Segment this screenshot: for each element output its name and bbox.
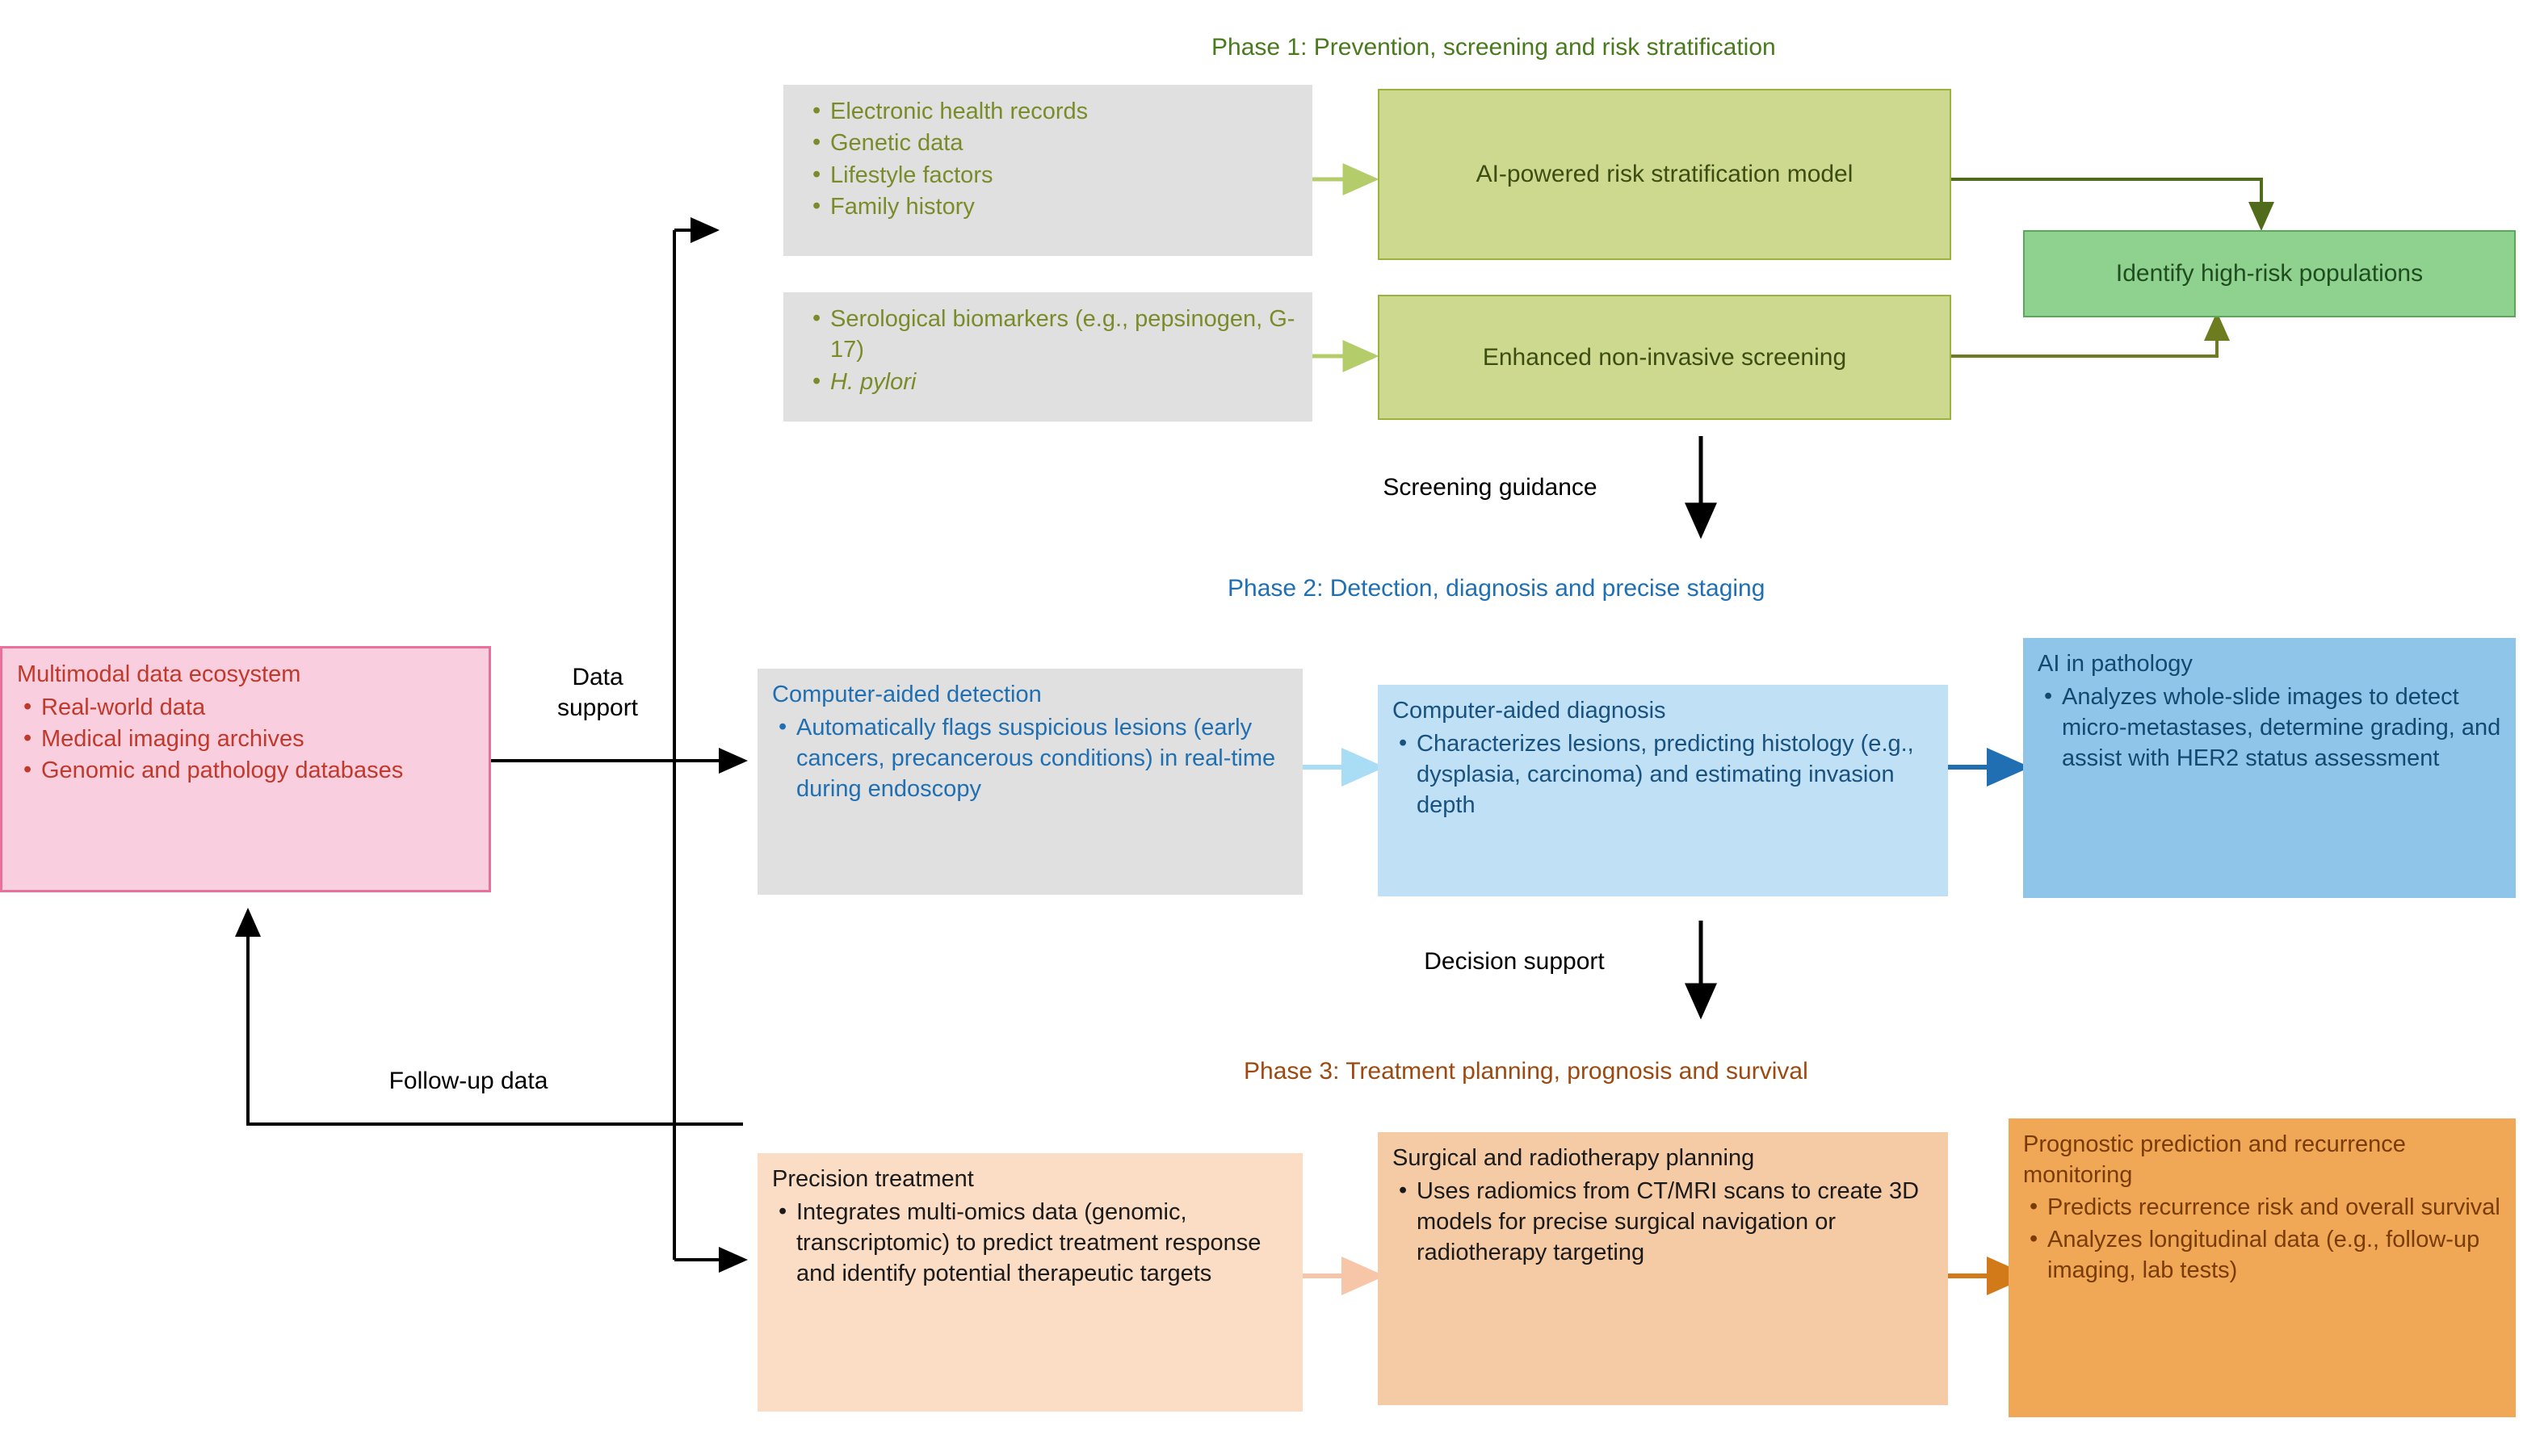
- cad-detection-list: [772, 712, 1288, 805]
- prognostic-list: [2023, 1192, 2501, 1286]
- precision-treatment-box[interactable]: [758, 1153, 1303, 1412]
- list-item: [806, 367, 1298, 397]
- follow-up-data-label: Follow-up data: [388, 1068, 548, 1094]
- computer-aided-detection-box[interactable]: [758, 669, 1303, 895]
- ai-risk-stratification-model-label: AI-powered risk stratification model: [1476, 161, 1853, 187]
- list-item: • Electronic health records: [806, 96, 1298, 127]
- risk-inputs-list: [806, 96, 1298, 222]
- surgical-radiotherapy-planning-box[interactable]: [1378, 1132, 1948, 1405]
- prognostic-prediction-box[interactable]: [2009, 1118, 2516, 1417]
- list-item: • Genomic and pathology databases: [17, 755, 474, 786]
- cad-detection-title: Computer-aided detection: [772, 682, 1042, 707]
- phase1-screening-inputs-box[interactable]: [783, 292, 1312, 422]
- phase1-risk-inputs-box[interactable]: [783, 85, 1312, 256]
- phase3-title: Phase 3: Treatment planning, prognosis and survival: [1244, 1058, 1808, 1085]
- list-item: • Characterizes lesions, predicting histology (e.g., dysplasia, carcinoma) and estimating invasion depth: [1392, 728, 1933, 821]
- enhanced-screening-box[interactable]: [1378, 295, 1951, 420]
- cad-diagnosis-list: [1392, 728, 1933, 821]
- data-support-label-line2: support: [556, 694, 639, 721]
- list-item: • Serological biomarkers (e.g., pepsinogen, G-17): [806, 304, 1298, 366]
- decision-support-label: Decision support: [1424, 948, 1605, 975]
- enhanced-screening-label: Enhanced non-invasive screening: [1482, 343, 1847, 371]
- cad-diagnosis-title: Computer-aided diagnosis: [1392, 698, 1666, 724]
- ai-pathology-title: AI in pathology: [2038, 651, 2193, 677]
- surgical-planning-title: Surgical and radiotherapy planning: [1392, 1145, 1755, 1171]
- list-item: • Integrates multi-omics data (genomic, transcriptomic) to predict treatment response and identify potential therapeutic targets: [772, 1197, 1288, 1290]
- list-item: • Genetic data: [806, 128, 1298, 158]
- identify-high-risk-label: Identify high-risk populations: [2115, 260, 2424, 287]
- precision-treatment-title: Precision treatment: [772, 1166, 974, 1192]
- data-support-label-line1: Data: [572, 664, 623, 690]
- list-item: • Analyzes longitudinal data (e.g., follow-up imaging, lab tests): [2023, 1224, 2501, 1286]
- phase1-title: Phase 1: Prevention, screening and risk stratification: [1211, 34, 1776, 61]
- list-item: • Automatically flags suspicious lesions (early cancers, precancerous conditions) in real-time during endoscopy: [772, 712, 1288, 805]
- surgical-planning-list: [1392, 1176, 1933, 1269]
- list-item: • Lifestyle factors: [806, 160, 1298, 191]
- ai-risk-stratification-model-box[interactable]: [1378, 89, 1951, 260]
- multimodal-data-ecosystem-box[interactable]: [0, 646, 491, 892]
- data-ecosystem-title: Multimodal data ecosystem: [17, 661, 301, 687]
- screening-inputs-list: [806, 304, 1298, 397]
- identify-high-risk-box[interactable]: [2023, 230, 2516, 317]
- list-item: • Uses radiomics from CT/MRI scans to create 3D models for precise surgical navigation or radiotherapy targeting: [1392, 1176, 1933, 1269]
- data-ecosystem-list: [17, 692, 474, 787]
- ai-pathology-list: [2038, 682, 2501, 774]
- data-support-label: [517, 662, 678, 723]
- prognostic-title: Prognostic prediction and recurrence monitoring: [2023, 1131, 2406, 1188]
- ai-in-pathology-box[interactable]: [2023, 638, 2516, 898]
- list-item: • Analyzes whole-slide images to detect micro-metastases, determine grading, and assist with HER2 status assessment: [2038, 682, 2501, 774]
- list-item: • Predicts recurrence risk and overall survival: [2023, 1192, 2501, 1223]
- list-item: • Medical imaging archives: [17, 724, 474, 754]
- precision-treatment-list: [772, 1197, 1288, 1290]
- list-item: • Family history: [806, 191, 1298, 222]
- list-item: • Real-world data: [17, 692, 474, 723]
- computer-aided-diagnosis-box[interactable]: [1378, 685, 1948, 896]
- h-pylori-text: H. pylori: [830, 368, 917, 395]
- phase2-title: Phase 2: Detection, diagnosis and precise staging: [1228, 575, 1765, 602]
- screening-guidance-label: Screening guidance: [1383, 474, 1597, 501]
